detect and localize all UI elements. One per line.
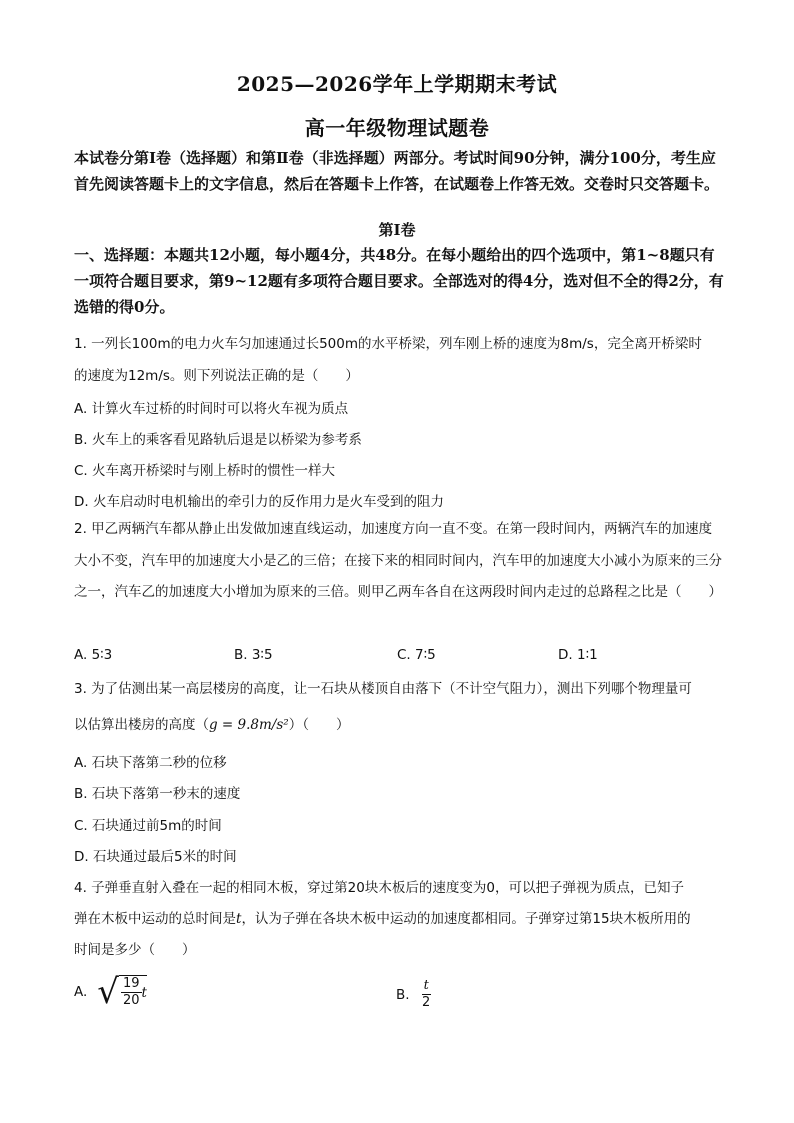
q1-option-a: A. 计算火车过桥的时间时可以将火车视为质点: [74, 401, 349, 417]
sqrt-sign: √: [97, 972, 119, 1012]
exam-instructions: 本试卷分第Ⅰ卷（选择题）和第Ⅱ卷（非选择题）两部分。考试时间90分钟，满分100分，考生应首先阅读答题卡上的文字信息，然后在答题卡上作答，在试题卷上作答无效。交卷时只交答题卡。: [74, 149, 720, 193]
q3-stem-line1: 3. 为了估测出某一高层楼房的高度，让一石块从楼顶自由落下（不计空气阻力），测出下列哪个物理量可: [74, 681, 692, 697]
q2-option-d: D. 1∶1: [558, 647, 598, 663]
q4-stem-line3: 时间是多少（ ）: [74, 942, 196, 958]
q1-option-c: C. 火车离开桥梁时与刚上桥时的惯性一样大: [74, 463, 336, 479]
q4-option-a-fraction: [121, 976, 142, 1009]
section-heading: 一、选择题：本题共12小题，每小题4分，共48分。在每小题给出的四个选项中，第1~8题只有一项符合题目要求，第9~12题有多项符合题目要求。全部选对的得4分，选对但不全的得2分，有选错的得0分。: [74, 246, 724, 316]
q2-stem: 2. 甲乙两辆汽车都从静止出发做加速直线运动，加速度方向一直不变。在第一段时间内，两辆汽车的加速度大小不变，汽车甲的加速度大小是乙的三倍；在接下来的相同时间内，汽车甲的加速度大小减小为原来的三分之一，汽车乙的加速度大小增加为原来的三倍。则甲乙两车各自在这两段时间内走过的总路程之比是（ ）: [74, 521, 722, 600]
exam-subtitle: 高一年级物理试题卷: [304, 116, 490, 140]
q1-option-b: B. 火车上的乘客看见路轨后退是以桥梁为参考系: [74, 432, 362, 448]
q3-option-c: C. 石块通过前5m的时间: [74, 818, 222, 834]
q4-option-b-fraction: [422, 978, 431, 1011]
q1-stem-line2: 的速度为12m/s。则下列说法正确的是（ ）: [74, 368, 359, 384]
fraction-numerator: 19: [122, 976, 140, 991]
time-variable: t: [141, 984, 147, 1001]
q3-option-d: D. 石块通过最后5米的时间: [74, 849, 237, 865]
volume-heading: 第Ⅰ卷: [378, 221, 416, 239]
q3-stem-line2: [74, 713, 349, 733]
q4-stem-line2: [74, 907, 691, 927]
fraction-denominator: 2: [422, 995, 431, 1010]
q3-option-a: A. 石块下落第二秒的位移: [74, 755, 227, 771]
q2-option-a: A. 5∶3: [74, 647, 113, 663]
q4-stem-prefix: 弹在木板中运动的总时间是: [74, 911, 236, 927]
fraction-numerator: t: [423, 978, 429, 993]
q4-option-b-label: B.: [396, 986, 410, 1003]
q4-option-a-label: A.: [74, 984, 88, 1000]
q4-option-b: [396, 978, 431, 1011]
q1-stem-line1: 1. 一列长100m的电力火车匀加速通过长500m的水平桥梁，列车刚上桥的速度为8m/s，完全离开桥梁时: [74, 336, 702, 352]
q4-option-a: [74, 972, 147, 1012]
q3-option-b: B. 石块下落第一秒末的速度: [74, 786, 241, 802]
gravity-formula: g = 9.8m/s²: [209, 717, 289, 733]
time-variable: t: [236, 911, 242, 927]
q3-stem-suffix: ）（ ）: [288, 717, 350, 733]
q2-option-c: C. 7∶5: [397, 647, 436, 663]
fraction-denominator: 20: [122, 993, 140, 1008]
exam-title: 2025—2026学年上学期期末考试: [236, 72, 558, 96]
q1-option-d: D. 火车启动时电机输出的牵引力的反作用力是火车受到的阻力: [74, 494, 444, 510]
q2-option-b: B. 3∶5: [234, 647, 273, 663]
q4-stem-suffix: ，认为子弹在各块木板中运动的加速度都相同。子弹穿过第15块木板所用的: [241, 911, 691, 927]
sqrt-expression: [97, 972, 147, 1012]
q3-stem-prefix: 以估算出楼房的高度（: [74, 717, 209, 733]
q4-stem-line1: 4. 子弹垂直射入叠在一起的相同木板，穿过第20块木板后的速度变为0，可以把子弹视为质点，已知子: [74, 880, 684, 896]
